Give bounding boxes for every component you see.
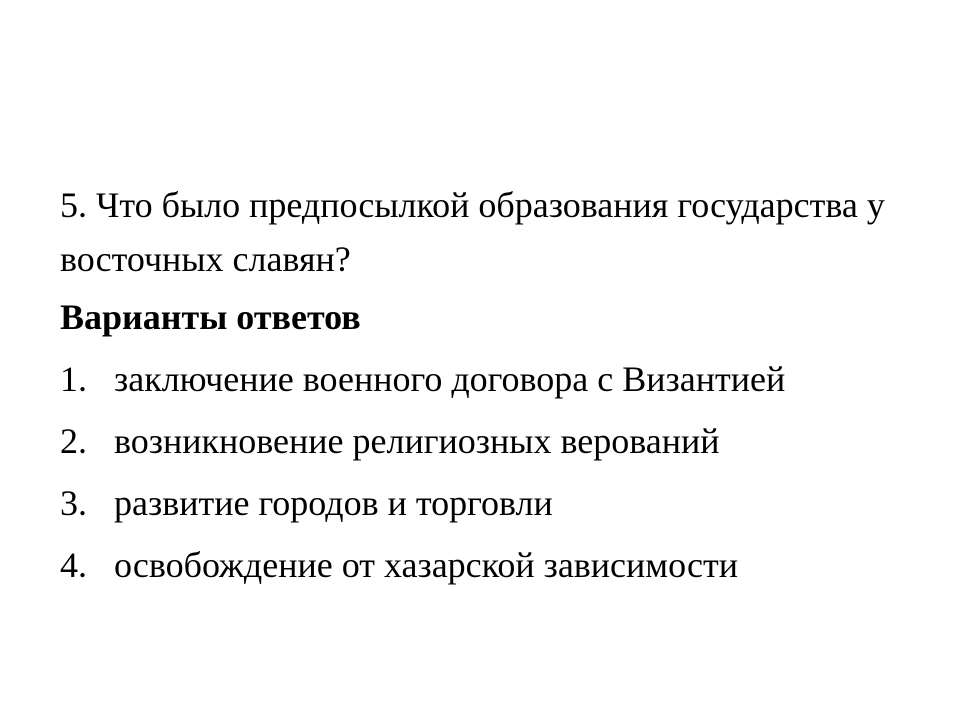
answer-option-4 bbox=[60, 538, 920, 592]
answer-option-number: 3. bbox=[60, 483, 87, 523]
answer-option-number: 4. bbox=[60, 545, 87, 585]
answer-option-number: 1. bbox=[60, 359, 87, 399]
answer-option-2 bbox=[60, 414, 920, 468]
answer-option-number: 2. bbox=[60, 421, 87, 461]
answer-option-3 bbox=[60, 476, 920, 530]
question-text: 5. Что было предпосылкой образования государства у восточных славян? bbox=[60, 185, 885, 279]
answer-options-list bbox=[60, 352, 920, 600]
answer-option-text: возникновение религиозных верований bbox=[114, 421, 720, 461]
answers-heading: Варианты ответов bbox=[60, 297, 361, 337]
answer-option-text: освобождение от хазарской зависимости bbox=[114, 545, 738, 585]
answer-option-text: развитие городов и торговли bbox=[114, 483, 553, 523]
answer-option-1 bbox=[60, 352, 920, 406]
answer-option-text: заключение военного договора с Византией bbox=[114, 359, 786, 399]
